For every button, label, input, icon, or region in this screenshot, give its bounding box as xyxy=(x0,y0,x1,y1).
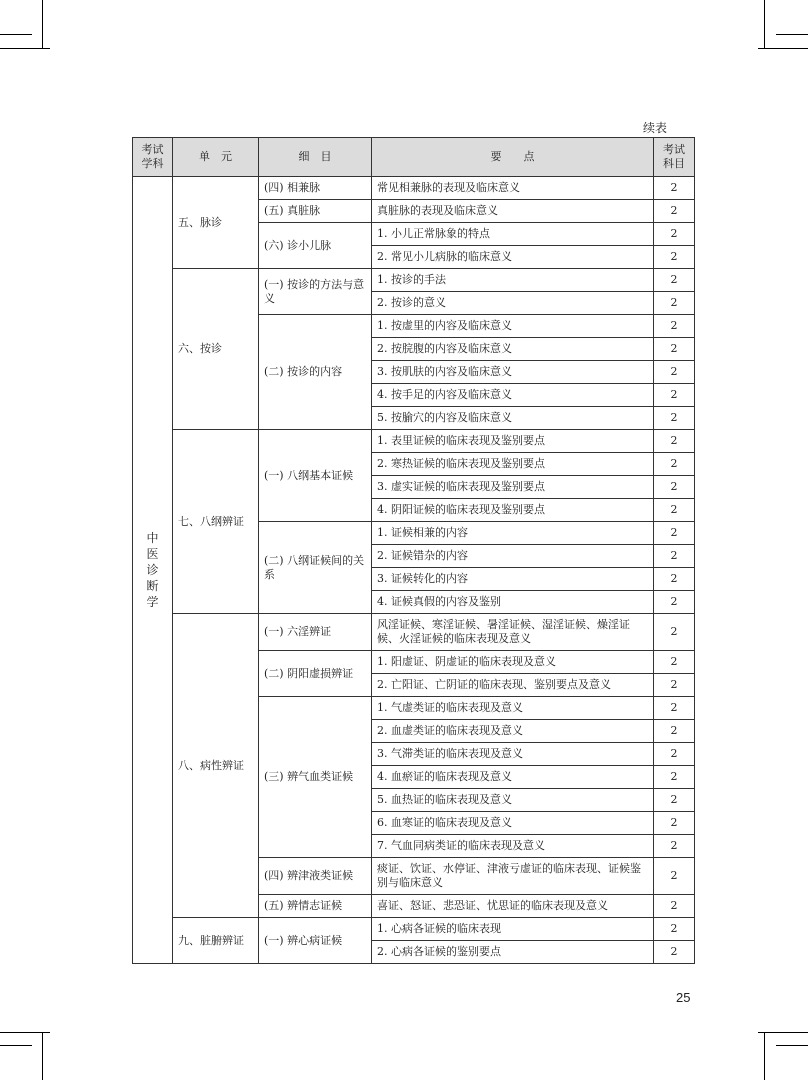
point-cell: 痰证、饮证、水停证、津液亏虚证的临床表现、证候鉴别与临床意义 xyxy=(372,858,654,895)
subject-name: 中医诊断学 xyxy=(146,531,159,609)
point-cell: 3. 虚实证候的临床表现及鉴别要点 xyxy=(372,476,654,499)
header-points: 要 点 xyxy=(372,138,654,177)
score-cell: 2 xyxy=(654,720,695,743)
point-cell: 2. 亡阳证、亡阴证的临床表现、鉴别要点及意义 xyxy=(372,674,654,697)
point-cell: 1. 小儿正常脉象的特点 xyxy=(372,223,654,246)
point-cell: 2. 心病各证候的鉴别要点 xyxy=(372,941,654,964)
score-cell: 2 xyxy=(654,858,695,895)
score-cell: 2 xyxy=(654,522,695,545)
crop-mark xyxy=(758,1032,808,1033)
score-cell: 2 xyxy=(654,223,695,246)
page-number: 25 xyxy=(676,990,691,1005)
point-cell: 1. 表里证候的临床表现及鉴别要点 xyxy=(372,430,654,453)
crop-mark xyxy=(0,1045,32,1046)
score-cell: 2 xyxy=(654,292,695,315)
score-cell: 2 xyxy=(654,430,695,453)
point-cell: 3. 证候转化的内容 xyxy=(372,568,654,591)
score-cell: 2 xyxy=(654,895,695,918)
point-cell: 7. 气血同病类证的临床表现及意义 xyxy=(372,835,654,858)
point-cell: 3. 气滞类证的临床表现及意义 xyxy=(372,743,654,766)
point-cell: 2. 寒热证候的临床表现及鉴别要点 xyxy=(372,453,654,476)
point-cell: 1. 阳虚证、阴虚证的临床表现及意义 xyxy=(372,651,654,674)
point-cell: 2. 按诊的意义 xyxy=(372,292,654,315)
score-cell: 2 xyxy=(654,697,695,720)
detail-cell: (六) 诊小儿脉 xyxy=(259,223,372,269)
score-cell: 2 xyxy=(654,835,695,858)
syllabus-table xyxy=(132,137,695,964)
crop-mark xyxy=(776,1045,808,1046)
unit-cell: 七、八纲辨证 xyxy=(173,430,259,614)
point-cell: 常见相兼脉的表现及临床意义 xyxy=(372,177,654,200)
crop-mark xyxy=(758,48,808,49)
score-cell: 2 xyxy=(654,338,695,361)
point-cell: 1. 证候相兼的内容 xyxy=(372,522,654,545)
crop-mark xyxy=(764,1032,765,1080)
table-row xyxy=(133,430,695,453)
detail-cell: (一) 六淫辨证 xyxy=(259,614,372,651)
score-cell: 2 xyxy=(654,453,695,476)
detail-cell: (二) 八纲证候间的关系 xyxy=(259,522,372,614)
score-cell: 2 xyxy=(654,766,695,789)
point-cell: 5. 血热证的临床表现及意义 xyxy=(372,789,654,812)
score-cell: 2 xyxy=(654,476,695,499)
score-cell: 2 xyxy=(654,361,695,384)
detail-cell: (四) 相兼脉 xyxy=(259,177,372,200)
score-cell: 2 xyxy=(654,200,695,223)
point-cell: 4. 血瘀证的临床表现及意义 xyxy=(372,766,654,789)
header-detail: 细 目 xyxy=(259,138,372,177)
crop-mark xyxy=(764,0,765,48)
unit-cell: 九、脏腑辨证 xyxy=(173,918,259,964)
crop-mark xyxy=(0,48,50,49)
score-cell: 2 xyxy=(654,918,695,941)
point-cell: 5. 按腧穴的内容及临床意义 xyxy=(372,407,654,430)
crop-mark xyxy=(0,34,32,35)
score-cell: 2 xyxy=(654,674,695,697)
point-cell: 风淫证候、寒淫证候、暑淫证候、湿淫证候、燥淫证候、火淫证候的临床表现及意义 xyxy=(372,614,654,651)
score-cell: 2 xyxy=(654,743,695,766)
score-cell: 2 xyxy=(654,384,695,407)
point-cell: 3. 按肌肤的内容及临床意义 xyxy=(372,361,654,384)
score-cell: 2 xyxy=(654,812,695,835)
score-cell: 2 xyxy=(654,568,695,591)
table-header-row xyxy=(133,138,695,177)
score-cell: 2 xyxy=(654,614,695,651)
detail-cell: (一) 辨心病证候 xyxy=(259,918,372,964)
point-cell: 2. 证候错杂的内容 xyxy=(372,545,654,568)
score-cell: 2 xyxy=(654,591,695,614)
point-cell: 2. 常见小儿病脉的临床意义 xyxy=(372,246,654,269)
header-subject: 考试学科 xyxy=(133,138,173,177)
table-row xyxy=(133,177,695,200)
crop-mark xyxy=(0,1032,50,1033)
point-cell: 真脏脉的表现及临床意义 xyxy=(372,200,654,223)
point-cell: 1. 心病各证候的临床表现 xyxy=(372,918,654,941)
point-cell: 2. 血虚类证的临床表现及意义 xyxy=(372,720,654,743)
header-unit: 单 元 xyxy=(173,138,259,177)
point-cell: 4. 阴阳证候的临床表现及鉴别要点 xyxy=(372,499,654,522)
unit-cell: 五、脉诊 xyxy=(173,177,259,269)
score-cell: 2 xyxy=(654,789,695,812)
detail-cell: (一) 八纲基本证候 xyxy=(259,430,372,522)
point-cell: 2. 按脘腹的内容及临床意义 xyxy=(372,338,654,361)
detail-cell: (五) 辨情志证候 xyxy=(259,895,372,918)
point-cell: 4. 按手足的内容及临床意义 xyxy=(372,384,654,407)
score-cell: 2 xyxy=(654,269,695,292)
point-cell: 喜证、怒证、悲恐证、忧思证的临床表现及意义 xyxy=(372,895,654,918)
score-cell: 2 xyxy=(654,651,695,674)
unit-cell: 六、按诊 xyxy=(173,269,259,430)
detail-cell: (二) 阴阳虚损辨证 xyxy=(259,651,372,697)
point-cell: 1. 按虚里的内容及临床意义 xyxy=(372,315,654,338)
table-row xyxy=(133,269,695,292)
score-cell: 2 xyxy=(654,177,695,200)
point-cell: 1. 按诊的手法 xyxy=(372,269,654,292)
unit-cell: 八、病性辨证 xyxy=(173,614,259,918)
table-row xyxy=(133,918,695,941)
crop-mark xyxy=(42,1032,43,1080)
crop-mark xyxy=(776,34,808,35)
subject-cell xyxy=(133,177,173,964)
score-cell: 2 xyxy=(654,407,695,430)
detail-cell: (四) 辨津液类证候 xyxy=(259,858,372,895)
score-cell: 2 xyxy=(654,499,695,522)
point-cell: 4. 证候真假的内容及鉴别 xyxy=(372,591,654,614)
score-cell: 2 xyxy=(654,545,695,568)
score-cell: 2 xyxy=(654,941,695,964)
crop-mark xyxy=(42,0,43,48)
table-row xyxy=(133,614,695,651)
detail-cell: (三) 辨气血类证候 xyxy=(259,697,372,858)
continued-label: 续表 xyxy=(642,121,667,135)
header-score: 考试科目 xyxy=(654,138,695,177)
detail-cell: (一) 按诊的方法与意义 xyxy=(259,269,372,315)
detail-cell: (五) 真脏脉 xyxy=(259,200,372,223)
point-cell: 6. 血寒证的临床表现及意义 xyxy=(372,812,654,835)
point-cell: 1. 气虚类证的临床表现及意义 xyxy=(372,697,654,720)
detail-cell: (二) 按诊的内容 xyxy=(259,315,372,430)
score-cell: 2 xyxy=(654,246,695,269)
score-cell: 2 xyxy=(654,315,695,338)
